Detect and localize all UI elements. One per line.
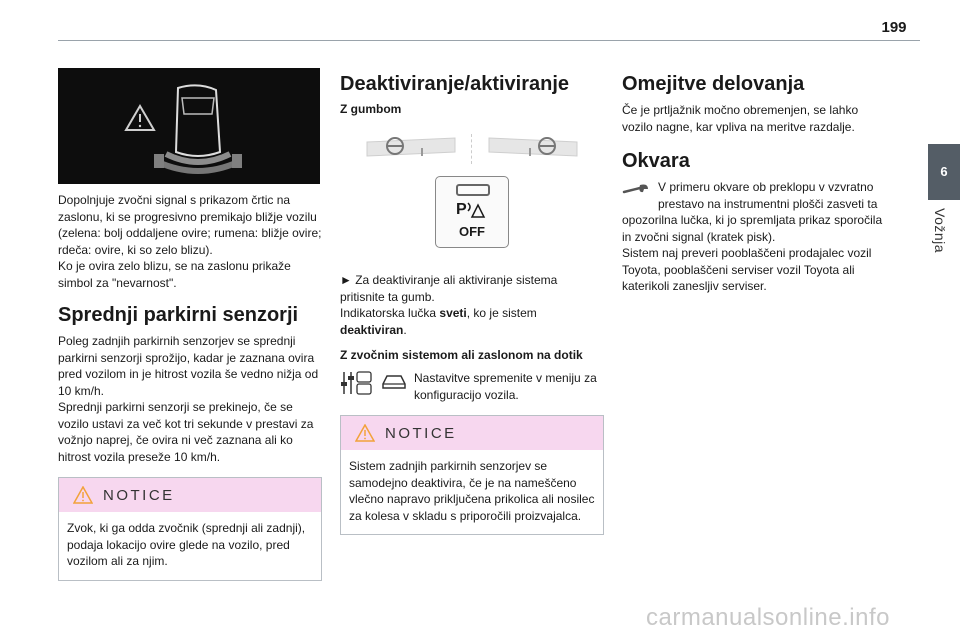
column-1	[58, 68, 322, 581]
notice-text: Sistem zadnjih parkirnih senzorjev se samodejno deaktivira, če je na nameščeno vlečno napravo priključena prikolica ali nosilec za kolesa v skladu s priporočili proizvajalca.	[349, 459, 595, 523]
steering-wheel-icon	[487, 134, 579, 164]
steering-switch-illustrations	[340, 134, 604, 164]
indicator-slot	[456, 184, 490, 196]
front-sensors-body-1: Poleg zadnjih parkirnih senzorjev se sprednji parkirni senzorji sprožijo, kadar je zaznana ovira pred vozilom in je hitrost vozila še vedno nižja od 10 km/h.	[58, 334, 319, 398]
notice-title: NOTICE	[103, 486, 175, 504]
warning-triangle-icon	[73, 486, 93, 504]
settings-text: Nastavitve spremenite v meniju za konfiguracijo vozila.	[414, 371, 597, 402]
settings-sliders-icon	[340, 370, 374, 396]
front-sensors-heading: Sprednji parkirni senzorji	[58, 304, 299, 326]
column-3	[622, 68, 886, 295]
with-button-subheading: Z gumbom	[340, 102, 402, 116]
footer-watermark: carmanualsonline.info	[646, 604, 890, 631]
deactivation-heading: Deaktiviranje/aktiviranje	[340, 73, 570, 95]
notice-box-2	[340, 415, 604, 535]
malfunction-block	[622, 179, 886, 295]
chapter-title: Vožnja	[932, 208, 948, 254]
notice-box-1	[58, 477, 322, 581]
warning-triangle-icon	[355, 424, 375, 442]
wrench-icon	[622, 183, 650, 197]
car-icon	[380, 370, 408, 392]
limitations-heading: Omejitve delovanja	[622, 73, 805, 95]
chapter-tab[interactable]: 6	[928, 144, 960, 200]
limitations-text: Če je prtljažnik močno obremenjen, se lahko vozilo nagne, kar vpliva na meritve razdalje.	[622, 103, 859, 134]
switch-divider	[471, 134, 473, 164]
toggle-step: ► Za deaktiviranje ali aktiviranje sistema pritisnite ta gumb.	[340, 273, 558, 304]
parking-sensor-off-button[interactable]	[435, 176, 509, 248]
intro-text-2: Ko je ovira zelo blizu, se na zaslonu prikaže simbol za "nevarnost".	[58, 259, 291, 290]
indicator-text: Indikatorska lučka sveti, ko je sistem deaktiviran.	[340, 306, 537, 337]
column-2	[340, 68, 604, 535]
audio-touchscreen-subheading: Z zvočnim sistemom ali zaslonom na dotik	[340, 348, 583, 362]
svg-text:P: P	[456, 201, 467, 218]
off-label: OFF	[459, 224, 485, 239]
parking-display-illustration	[58, 68, 320, 184]
notice-text: Zvok, ki ga odda zvočnik (sprednji ali zadnji), podaja lokacijo ovire glede na vozilo, pred vozilom ali za njim.	[67, 521, 306, 568]
intro-text: Dopolnjuje zvočni signal s prikazom črtic na zaslonu, ki se progresivno premikajo bližje vozilu (zelena: bolj oddaljene ovire; rumena: bližje ovire; rdeča: ovire, ki so zelo blizu).	[58, 193, 322, 257]
page-number: 199	[881, 19, 907, 36]
malfunction-text: V primeru okvare ob preklopu v vzvratno prestavo na instrumentni plošči zasveti ta opozorilna lučka, ki jo spremljata prikaz sporočila in zvočni signal (kratek pisk).	[622, 180, 883, 244]
service-text: Sistem naj preveri pooblaščeni prodajalec vozil Toyota, pooblaščeni serviser vozil Toyota ali katerikoli zanesljiv serviser.	[622, 246, 872, 293]
settings-row	[340, 370, 604, 403]
front-sensors-body-2: Sprednji parkirni senzorji se prekinejo, če se vozilo ustavi za več kot tri sekunde v prestavi za vožnjo naprej, če ovira ni več zaznana ali ko hitrost vozila preseže 10 km/h.	[58, 400, 314, 464]
header-rule	[58, 40, 920, 41]
malfunction-heading: Okvara	[622, 150, 690, 172]
notice-title: NOTICE	[385, 424, 457, 442]
steering-wheel-icon	[365, 134, 457, 164]
parking-sensor-icon	[454, 197, 488, 221]
